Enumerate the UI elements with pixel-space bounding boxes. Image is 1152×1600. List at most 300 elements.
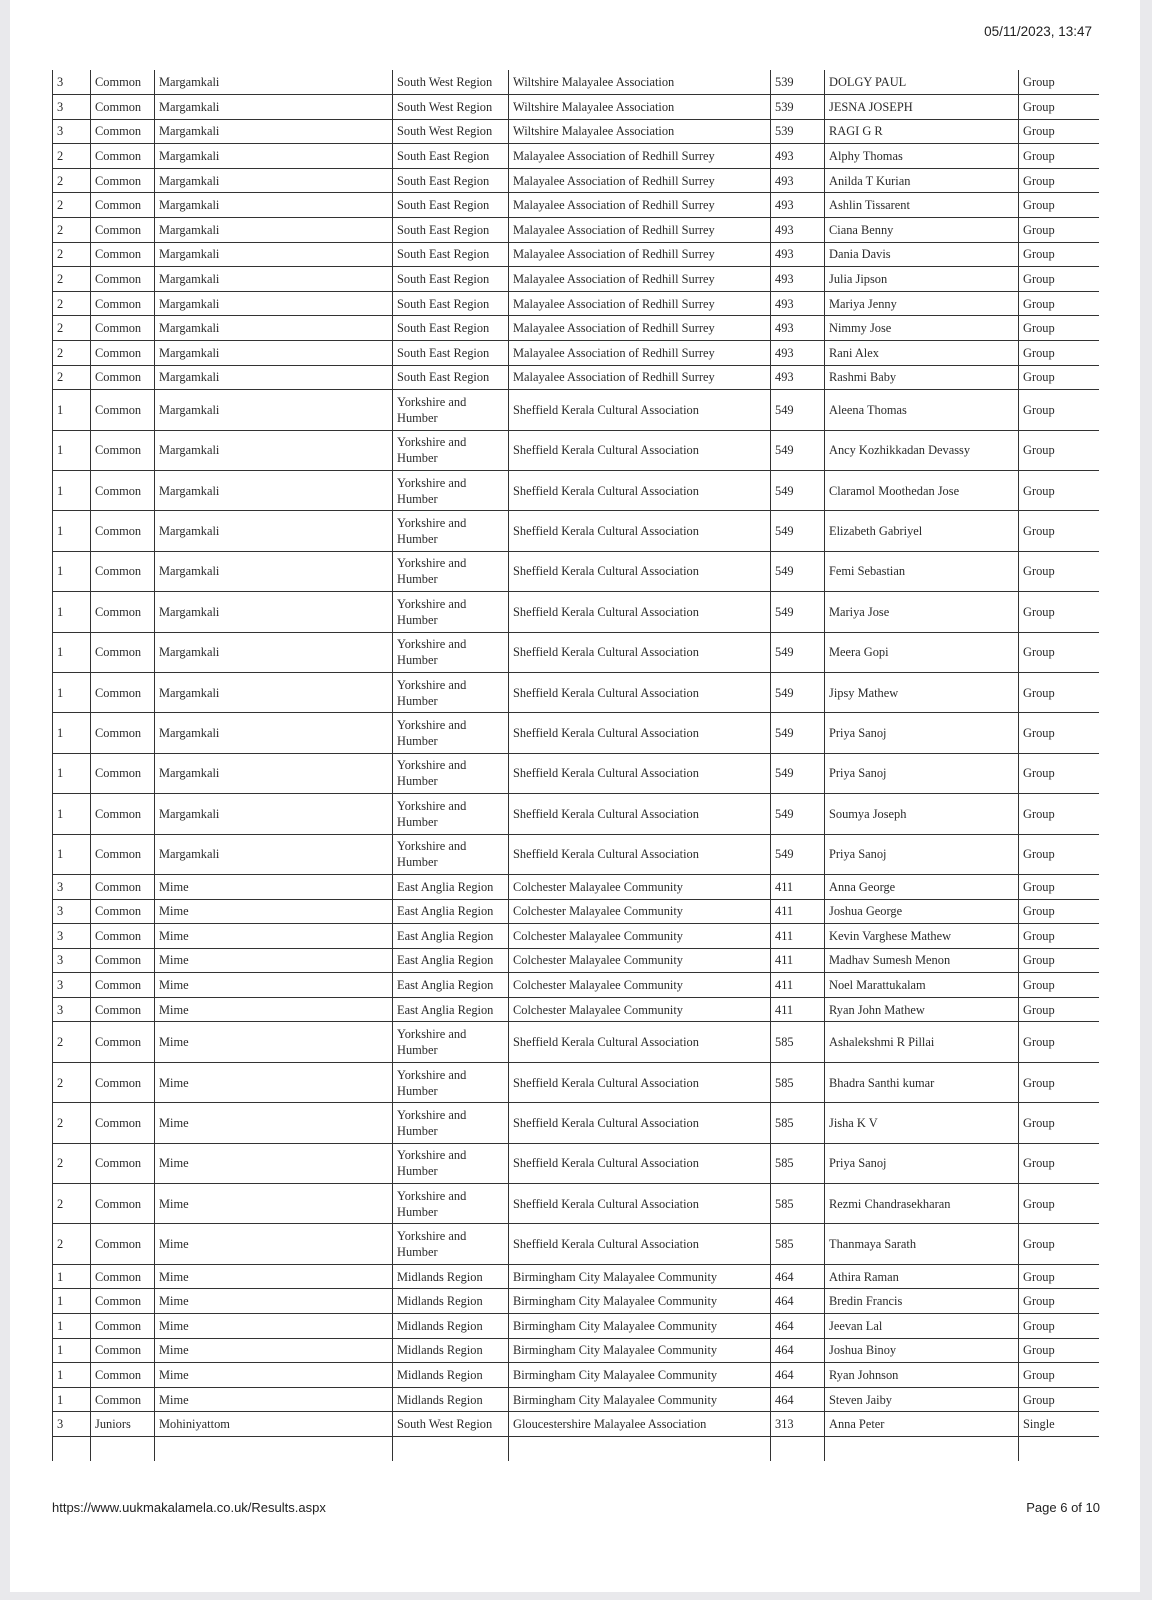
cell-category: Common (91, 1062, 155, 1102)
cell-region: South East Region (393, 291, 509, 316)
cell-position: 1 (53, 471, 91, 511)
empty-cell (771, 1436, 825, 1461)
cell-participant: Noel Marattukalam (825, 973, 1019, 998)
cell-position: 1 (53, 1338, 91, 1363)
cell-association: Sheffield Kerala Cultural Association (509, 672, 771, 712)
table-row (53, 997, 1099, 1022)
cell-type: Group (1019, 95, 1099, 120)
table-row (53, 1224, 1099, 1264)
cell-association: Birmingham City Malayalee Community (509, 1289, 771, 1314)
cell-category: Common (91, 511, 155, 551)
table-row (53, 144, 1099, 169)
empty-cell (91, 1436, 155, 1461)
cell-category: Common (91, 794, 155, 834)
cell-type: Group (1019, 794, 1099, 834)
cell-position: 3 (53, 899, 91, 924)
cell-association: Sheffield Kerala Cultural Association (509, 753, 771, 793)
table-row (53, 1264, 1099, 1289)
cell-item: Margamkali (155, 551, 393, 591)
cell-region: Yorkshire and Humber (393, 1022, 509, 1062)
cell-type: Group (1019, 1264, 1099, 1289)
cell-region: Midlands Region (393, 1338, 509, 1363)
cell-participant: Ashalekshmi R Pillai (825, 1022, 1019, 1062)
table-row (53, 119, 1099, 144)
cell-participant: Jisha K V (825, 1103, 1019, 1143)
cell-position: 3 (53, 119, 91, 144)
cell-region: Yorkshire and Humber (393, 471, 509, 511)
cell-position: 2 (53, 193, 91, 218)
empty-row (53, 1436, 1099, 1461)
cell-position: 2 (53, 1103, 91, 1143)
cell-association: Malayalee Association of Redhill Surrey (509, 168, 771, 193)
cell-association: Malayalee Association of Redhill Surrey (509, 193, 771, 218)
cell-item: Mime (155, 874, 393, 899)
table-row (53, 390, 1099, 430)
cell-position: 2 (53, 1143, 91, 1183)
cell-position: 3 (53, 948, 91, 973)
cell-position: 2 (53, 267, 91, 292)
cell-type: Group (1019, 1289, 1099, 1314)
cell-association: Malayalee Association of Redhill Surrey (509, 267, 771, 292)
cell-position: 2 (53, 1184, 91, 1224)
cell-participant: Kevin Varghese Mathew (825, 924, 1019, 949)
empty-cell (825, 1436, 1019, 1461)
cell-type: Group (1019, 592, 1099, 632)
cell-region: East Anglia Region (393, 997, 509, 1022)
cell-item: Margamkali (155, 218, 393, 243)
cell-position: 3 (53, 997, 91, 1022)
table-row (53, 794, 1099, 834)
cell-category: Common (91, 1022, 155, 1062)
cell-item: Margamkali (155, 365, 393, 390)
cell-score: 549 (771, 592, 825, 632)
cell-region: East Anglia Region (393, 973, 509, 998)
cell-item: Margamkali (155, 291, 393, 316)
cell-item: Mime (155, 1314, 393, 1339)
cell-type: Group (1019, 1184, 1099, 1224)
table-row (53, 193, 1099, 218)
cell-association: Colchester Malayalee Community (509, 973, 771, 998)
cell-association: Sheffield Kerala Cultural Association (509, 390, 771, 430)
table-row (53, 1387, 1099, 1412)
cell-item: Margamkali (155, 316, 393, 341)
cell-participant: Nimmy Jose (825, 316, 1019, 341)
cell-score: 549 (771, 672, 825, 712)
cell-item: Margamkali (155, 672, 393, 712)
results-table (52, 70, 1099, 1461)
footer-url: https://www.uukmakalamela.co.uk/Results.aspx (52, 1500, 326, 1515)
cell-type: Group (1019, 267, 1099, 292)
cell-participant: RAGI G R (825, 119, 1019, 144)
cell-type: Group (1019, 390, 1099, 430)
cell-category: Common (91, 291, 155, 316)
cell-item: Mime (155, 1338, 393, 1363)
table-row (53, 1363, 1099, 1388)
cell-participant: Jeevan Lal (825, 1314, 1019, 1339)
cell-participant: Steven Jaiby (825, 1387, 1019, 1412)
cell-association: Sheffield Kerala Cultural Association (509, 430, 771, 470)
cell-category: Common (91, 924, 155, 949)
cell-score: 549 (771, 551, 825, 591)
cell-item: Mime (155, 1363, 393, 1388)
cell-category: Common (91, 1363, 155, 1388)
cell-position: 2 (53, 168, 91, 193)
table-row (53, 70, 1099, 95)
cell-position: 3 (53, 973, 91, 998)
cell-participant: Ancy Kozhikkadan Devassy (825, 430, 1019, 470)
table-row (53, 1062, 1099, 1102)
cell-position: 1 (53, 592, 91, 632)
cell-position: 1 (53, 753, 91, 793)
cell-type: Group (1019, 899, 1099, 924)
cell-region: Yorkshire and Humber (393, 430, 509, 470)
cell-score: 493 (771, 193, 825, 218)
cell-score: 585 (771, 1184, 825, 1224)
cell-category: Common (91, 834, 155, 874)
cell-association: Wiltshire Malayalee Association (509, 95, 771, 120)
cell-association: Sheffield Kerala Cultural Association (509, 1103, 771, 1143)
cell-score: 493 (771, 291, 825, 316)
cell-category: Common (91, 1387, 155, 1412)
cell-item: Mime (155, 1022, 393, 1062)
table-row (53, 341, 1099, 366)
cell-association: Wiltshire Malayalee Association (509, 119, 771, 144)
cell-region: Yorkshire and Humber (393, 753, 509, 793)
cell-region: East Anglia Region (393, 948, 509, 973)
cell-category: Common (91, 365, 155, 390)
cell-item: Margamkali (155, 341, 393, 366)
cell-category: Common (91, 1224, 155, 1264)
cell-position: 3 (53, 924, 91, 949)
cell-score: 549 (771, 390, 825, 430)
table-row (53, 1022, 1099, 1062)
cell-participant: Femi Sebastian (825, 551, 1019, 591)
cell-participant: Ashlin Tissarent (825, 193, 1019, 218)
cell-category: Common (91, 1143, 155, 1183)
cell-participant: Anilda T Kurian (825, 168, 1019, 193)
cell-participant: Priya Sanoj (825, 1143, 1019, 1183)
cell-item: Margamkali (155, 592, 393, 632)
cell-association: Colchester Malayalee Community (509, 874, 771, 899)
cell-score: 539 (771, 70, 825, 95)
cell-item: Margamkali (155, 713, 393, 753)
cell-position: 2 (53, 365, 91, 390)
cell-item: Margamkali (155, 242, 393, 267)
cell-association: Birmingham City Malayalee Community (509, 1387, 771, 1412)
cell-type: Group (1019, 1103, 1099, 1143)
cell-association: Colchester Malayalee Community (509, 924, 771, 949)
cell-region: South East Region (393, 365, 509, 390)
cell-participant: Elizabeth Gabriyel (825, 511, 1019, 551)
cell-category: Common (91, 551, 155, 591)
cell-type: Single (1019, 1412, 1099, 1437)
cell-participant: Thanmaya Sarath (825, 1224, 1019, 1264)
cell-type: Group (1019, 341, 1099, 366)
cell-category: Common (91, 267, 155, 292)
table-row (53, 168, 1099, 193)
cell-participant: Rezmi Chandrasekharan (825, 1184, 1019, 1224)
cell-association: Birmingham City Malayalee Community (509, 1363, 771, 1388)
empty-cell (509, 1436, 771, 1461)
cell-participant: Rashmi Baby (825, 365, 1019, 390)
cell-score: 493 (771, 316, 825, 341)
cell-position: 2 (53, 316, 91, 341)
table-row (53, 1412, 1099, 1437)
cell-participant: Jipsy Mathew (825, 672, 1019, 712)
cell-association: Sheffield Kerala Cultural Association (509, 1184, 771, 1224)
cell-score: 549 (771, 834, 825, 874)
cell-position: 1 (53, 1387, 91, 1412)
cell-category: Common (91, 874, 155, 899)
cell-item: Mime (155, 1387, 393, 1412)
cell-item: Mime (155, 1184, 393, 1224)
cell-type: Group (1019, 119, 1099, 144)
cell-region: East Anglia Region (393, 924, 509, 949)
cell-position: 1 (53, 430, 91, 470)
cell-score: 411 (771, 924, 825, 949)
table-row (53, 1289, 1099, 1314)
cell-position: 1 (53, 834, 91, 874)
cell-region: Yorkshire and Humber (393, 794, 509, 834)
cell-position: 2 (53, 1062, 91, 1102)
cell-position: 2 (53, 291, 91, 316)
cell-category: Common (91, 471, 155, 511)
cell-item: Mime (155, 1224, 393, 1264)
cell-score: 411 (771, 899, 825, 924)
table-row (53, 511, 1099, 551)
cell-item: Margamkali (155, 168, 393, 193)
cell-item: Margamkali (155, 834, 393, 874)
cell-association: Gloucestershire Malayalee Association (509, 1412, 771, 1437)
cell-participant: Priya Sanoj (825, 834, 1019, 874)
cell-participant: Joshua Binoy (825, 1338, 1019, 1363)
cell-position: 1 (53, 1314, 91, 1339)
cell-participant: Aleena Thomas (825, 390, 1019, 430)
table-row (53, 95, 1099, 120)
cell-association: Colchester Malayalee Community (509, 997, 771, 1022)
cell-participant: Bhadra Santhi kumar (825, 1062, 1019, 1102)
cell-item: Margamkali (155, 267, 393, 292)
table-row (53, 632, 1099, 672)
cell-category: Common (91, 1338, 155, 1363)
table-row (53, 316, 1099, 341)
cell-item: Margamkali (155, 471, 393, 511)
cell-region: Yorkshire and Humber (393, 551, 509, 591)
cell-association: Malayalee Association of Redhill Surrey (509, 365, 771, 390)
cell-type: Group (1019, 1143, 1099, 1183)
cell-item: Margamkali (155, 390, 393, 430)
cell-category: Common (91, 948, 155, 973)
cell-category: Common (91, 592, 155, 632)
cell-participant: Mariya Jenny (825, 291, 1019, 316)
cell-type: Group (1019, 551, 1099, 591)
cell-type: Group (1019, 1338, 1099, 1363)
cell-category: Common (91, 713, 155, 753)
cell-type: Group (1019, 218, 1099, 243)
cell-score: 549 (771, 632, 825, 672)
cell-item: Margamkali (155, 430, 393, 470)
cell-item: Mime (155, 924, 393, 949)
cell-type: Group (1019, 874, 1099, 899)
cell-association: Sheffield Kerala Cultural Association (509, 834, 771, 874)
cell-participant: Anna George (825, 874, 1019, 899)
cell-item: Mime (155, 899, 393, 924)
cell-participant: Ryan Johnson (825, 1363, 1019, 1388)
cell-association: Sheffield Kerala Cultural Association (509, 1062, 771, 1102)
cell-type: Group (1019, 924, 1099, 949)
cell-score: 585 (771, 1143, 825, 1183)
cell-position: 1 (53, 1289, 91, 1314)
cell-association: Sheffield Kerala Cultural Association (509, 471, 771, 511)
cell-score: 464 (771, 1264, 825, 1289)
cell-item: Margamkali (155, 70, 393, 95)
table-row (53, 834, 1099, 874)
table-row (53, 551, 1099, 591)
cell-association: Sheffield Kerala Cultural Association (509, 794, 771, 834)
cell-score: 585 (771, 1103, 825, 1143)
empty-cell (53, 1436, 91, 1461)
cell-region: Yorkshire and Humber (393, 1062, 509, 1102)
cell-position: 3 (53, 95, 91, 120)
cell-category: Common (91, 341, 155, 366)
table-row (53, 973, 1099, 998)
cell-type: Group (1019, 753, 1099, 793)
cell-score: 493 (771, 341, 825, 366)
cell-region: Yorkshire and Humber (393, 713, 509, 753)
cell-participant: Dania Davis (825, 242, 1019, 267)
cell-participant: Julia Jipson (825, 267, 1019, 292)
cell-category: Common (91, 168, 155, 193)
cell-item: Margamkali (155, 753, 393, 793)
cell-participant: Ciana Benny (825, 218, 1019, 243)
cell-item: Mime (155, 997, 393, 1022)
cell-score: 493 (771, 242, 825, 267)
cell-item: Mohiniyattom (155, 1412, 393, 1437)
cell-position: 1 (53, 551, 91, 591)
cell-item: Margamkali (155, 511, 393, 551)
cell-participant: JESNA JOSEPH (825, 95, 1019, 120)
cell-score: 464 (771, 1363, 825, 1388)
cell-association: Malayalee Association of Redhill Surrey (509, 218, 771, 243)
cell-score: 549 (771, 471, 825, 511)
cell-type: Group (1019, 713, 1099, 753)
cell-region: Midlands Region (393, 1264, 509, 1289)
cell-association: Sheffield Kerala Cultural Association (509, 551, 771, 591)
empty-cell (155, 1436, 393, 1461)
cell-region: South East Region (393, 218, 509, 243)
cell-category: Common (91, 1184, 155, 1224)
cell-category: Common (91, 430, 155, 470)
cell-item: Mime (155, 1143, 393, 1183)
cell-region: Yorkshire and Humber (393, 834, 509, 874)
cell-type: Group (1019, 70, 1099, 95)
cell-type: Group (1019, 1224, 1099, 1264)
cell-type: Group (1019, 193, 1099, 218)
cell-participant: Alphy Thomas (825, 144, 1019, 169)
cell-participant: Soumya Joseph (825, 794, 1019, 834)
cell-type: Group (1019, 1022, 1099, 1062)
cell-type: Group (1019, 973, 1099, 998)
table-row (53, 218, 1099, 243)
cell-score: 549 (771, 713, 825, 753)
cell-category: Common (91, 316, 155, 341)
cell-position: 3 (53, 1412, 91, 1437)
cell-score: 549 (771, 753, 825, 793)
cell-score: 549 (771, 511, 825, 551)
cell-participant: Rani Alex (825, 341, 1019, 366)
cell-category: Common (91, 1289, 155, 1314)
cell-position: 3 (53, 874, 91, 899)
cell-category: Common (91, 193, 155, 218)
cell-region: Yorkshire and Humber (393, 511, 509, 551)
cell-region: East Anglia Region (393, 874, 509, 899)
cell-association: Birmingham City Malayalee Community (509, 1314, 771, 1339)
table-row (53, 430, 1099, 470)
cell-item: Margamkali (155, 632, 393, 672)
cell-region: South West Region (393, 70, 509, 95)
cell-region: South East Region (393, 242, 509, 267)
table-row (53, 471, 1099, 511)
cell-association: Wiltshire Malayalee Association (509, 70, 771, 95)
cell-score: 493 (771, 365, 825, 390)
cell-region: South West Region (393, 1412, 509, 1437)
cell-type: Group (1019, 511, 1099, 551)
cell-participant: Athira Raman (825, 1264, 1019, 1289)
cell-position: 1 (53, 713, 91, 753)
cell-participant: Anna Peter (825, 1412, 1019, 1437)
table-row (53, 1103, 1099, 1143)
cell-region: Yorkshire and Humber (393, 1103, 509, 1143)
cell-type: Group (1019, 1062, 1099, 1102)
cell-score: 464 (771, 1314, 825, 1339)
cell-category: Juniors (91, 1412, 155, 1437)
cell-type: Group (1019, 316, 1099, 341)
cell-association: Birmingham City Malayalee Community (509, 1338, 771, 1363)
cell-participant: Joshua George (825, 899, 1019, 924)
cell-type: Group (1019, 471, 1099, 511)
cell-region: Yorkshire and Humber (393, 1224, 509, 1264)
empty-cell (393, 1436, 509, 1461)
cell-category: Common (91, 218, 155, 243)
cell-region: Yorkshire and Humber (393, 592, 509, 632)
cell-score: 464 (771, 1387, 825, 1412)
cell-association: Malayalee Association of Redhill Surrey (509, 291, 771, 316)
cell-category: Common (91, 973, 155, 998)
cell-score: 539 (771, 119, 825, 144)
cell-score: 585 (771, 1022, 825, 1062)
cell-type: Group (1019, 144, 1099, 169)
cell-participant: Ryan John Mathew (825, 997, 1019, 1022)
cell-category: Common (91, 899, 155, 924)
cell-category: Common (91, 70, 155, 95)
cell-association: Colchester Malayalee Community (509, 899, 771, 924)
cell-item: Mime (155, 1103, 393, 1143)
cell-region: East Anglia Region (393, 899, 509, 924)
cell-category: Common (91, 119, 155, 144)
table-row (53, 1338, 1099, 1363)
table-row (53, 948, 1099, 973)
cell-category: Common (91, 1264, 155, 1289)
cell-type: Group (1019, 948, 1099, 973)
table-row (53, 753, 1099, 793)
cell-category: Common (91, 672, 155, 712)
cell-item: Margamkali (155, 794, 393, 834)
cell-category: Common (91, 95, 155, 120)
cell-category: Common (91, 1314, 155, 1339)
cell-type: Group (1019, 168, 1099, 193)
cell-position: 1 (53, 794, 91, 834)
cell-item: Margamkali (155, 95, 393, 120)
